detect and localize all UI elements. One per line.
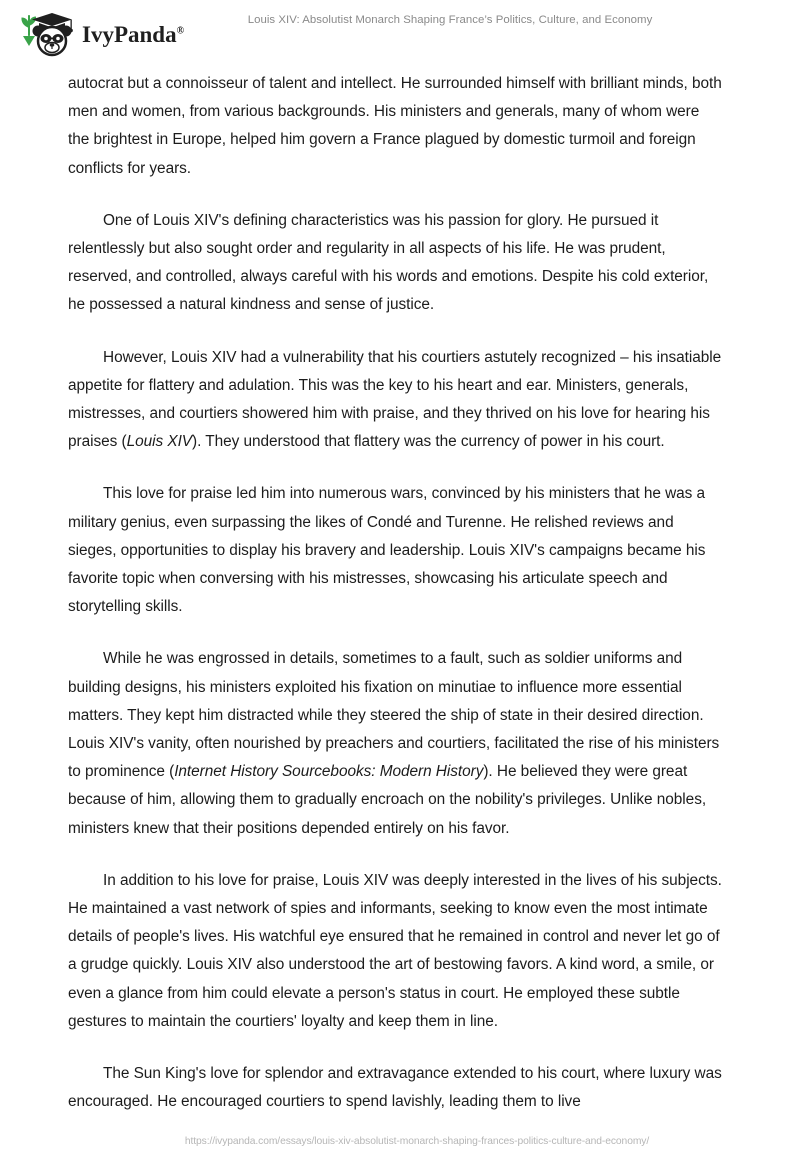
- paragraph-text: ). They understood that flattery was the currency of power in his court.: [192, 433, 665, 451]
- paragraph-text: In addition to his love for praise, Louis XIV was deeply interested in the lives of his subjects. He maintained a vast network of spies and informants, seeking to know even the most intimate details of people's lives. His watchful eye ensured that he remained in control and never let go of a grudge quickly. Louis XIV also understood the art of bestowing favors. A kind word, a smile, or even a glance from him could elevate a person's status in court. He employed these subtle gestures to maintain the courtiers' loyalty and keep them in line.: [68, 871, 722, 1030]
- page-footer: [0, 1131, 800, 1149]
- paragraph-text: This love for praise led him into numerous wars, convinced by his ministers that he was a military genius, even surpassing the likes of Condé and Turenne. He relished reviews and sieges, opportunities to display his bravery and leadership. Louis XIV's campaigns became his favorite topic when conversing with his mistresses, showcasing his articulate speech and storytelling skills.: [68, 485, 706, 616]
- paragraph: [68, 480, 724, 621]
- page-header: [0, 0, 800, 62]
- brand-name-text: IvyPanda: [82, 21, 177, 47]
- paragraph: [68, 645, 724, 842]
- paragraph: [68, 867, 724, 1036]
- paragraph: [68, 207, 724, 320]
- paragraph: [68, 344, 724, 457]
- paragraph-text: One of Louis XIV's defining characteristics was his passion for glory. He pursued it relentlessly but also sought order and regularity in all aspects of his life. He was prudent, reserved, and controlled, always careful with his words and emotions. Despite his cold exterior, he possessed a natural kindness and sense of justice.: [68, 211, 709, 314]
- paragraph-text: However, Louis XIV had a vulnerability that his courtiers astutely recognized – his insatiable appetite for flattery and adulation. This was the key to his heart and ear. Ministers, generals, mistresses, and courtiers showered him with praise, and they thrived on his love for hearing his praises (: [68, 348, 722, 451]
- citation-italic: Louis XIV: [126, 433, 193, 451]
- paragraph-text: ). He believed they were great because of him, allowing them to gradually encroach on the nobility's privileges. Unlike nobles, ministers knew that their positions depended entirely on his favor.: [68, 763, 707, 837]
- paragraph: [68, 1060, 724, 1116]
- registered-trademark-symbol: ®: [176, 24, 185, 36]
- essay-body: [68, 70, 724, 1141]
- paragraph: [68, 70, 724, 183]
- source-url-link[interactable]: https://ivypanda.com/essays/louis-xiv-absolutist-monarch-shaping-frances-politics-culture-and-economy/: [184, 1136, 650, 1147]
- citation-italic: Internet History Sourcebooks: Modern History: [174, 763, 484, 781]
- paragraph-text: The Sun King's love for splendor and extravagance extended to his court, where luxury was encouraged. He encouraged courtiers to spend lavishly, leading them to live: [68, 1065, 722, 1111]
- paragraph-text: autocrat but a connoisseur of talent and intellect. He surrounded himself with brilliant minds, both men and women, from various backgrounds. His ministers and generals, many of whom were the brightest in Europe, helped him govern a France plagued by domestic turmoil and foreign conflicts for years.: [68, 75, 722, 177]
- document-title: Louis XIV: Absolutist Monarch Shaping France’s Politics, Culture, and Economy: [247, 14, 653, 26]
- paragraph-text: While he was engrossed in details, sometimes to a fault, such as soldier uniforms and building designs, his ministers exploited his fixation on minutiae to influence more essential matters. They kept him distracted while they steered the ship of state in their desired direction. Louis XIV's vanity, often nourished by preachers and courtiers, facilitated the rise of his ministers to prominence (: [68, 650, 720, 781]
